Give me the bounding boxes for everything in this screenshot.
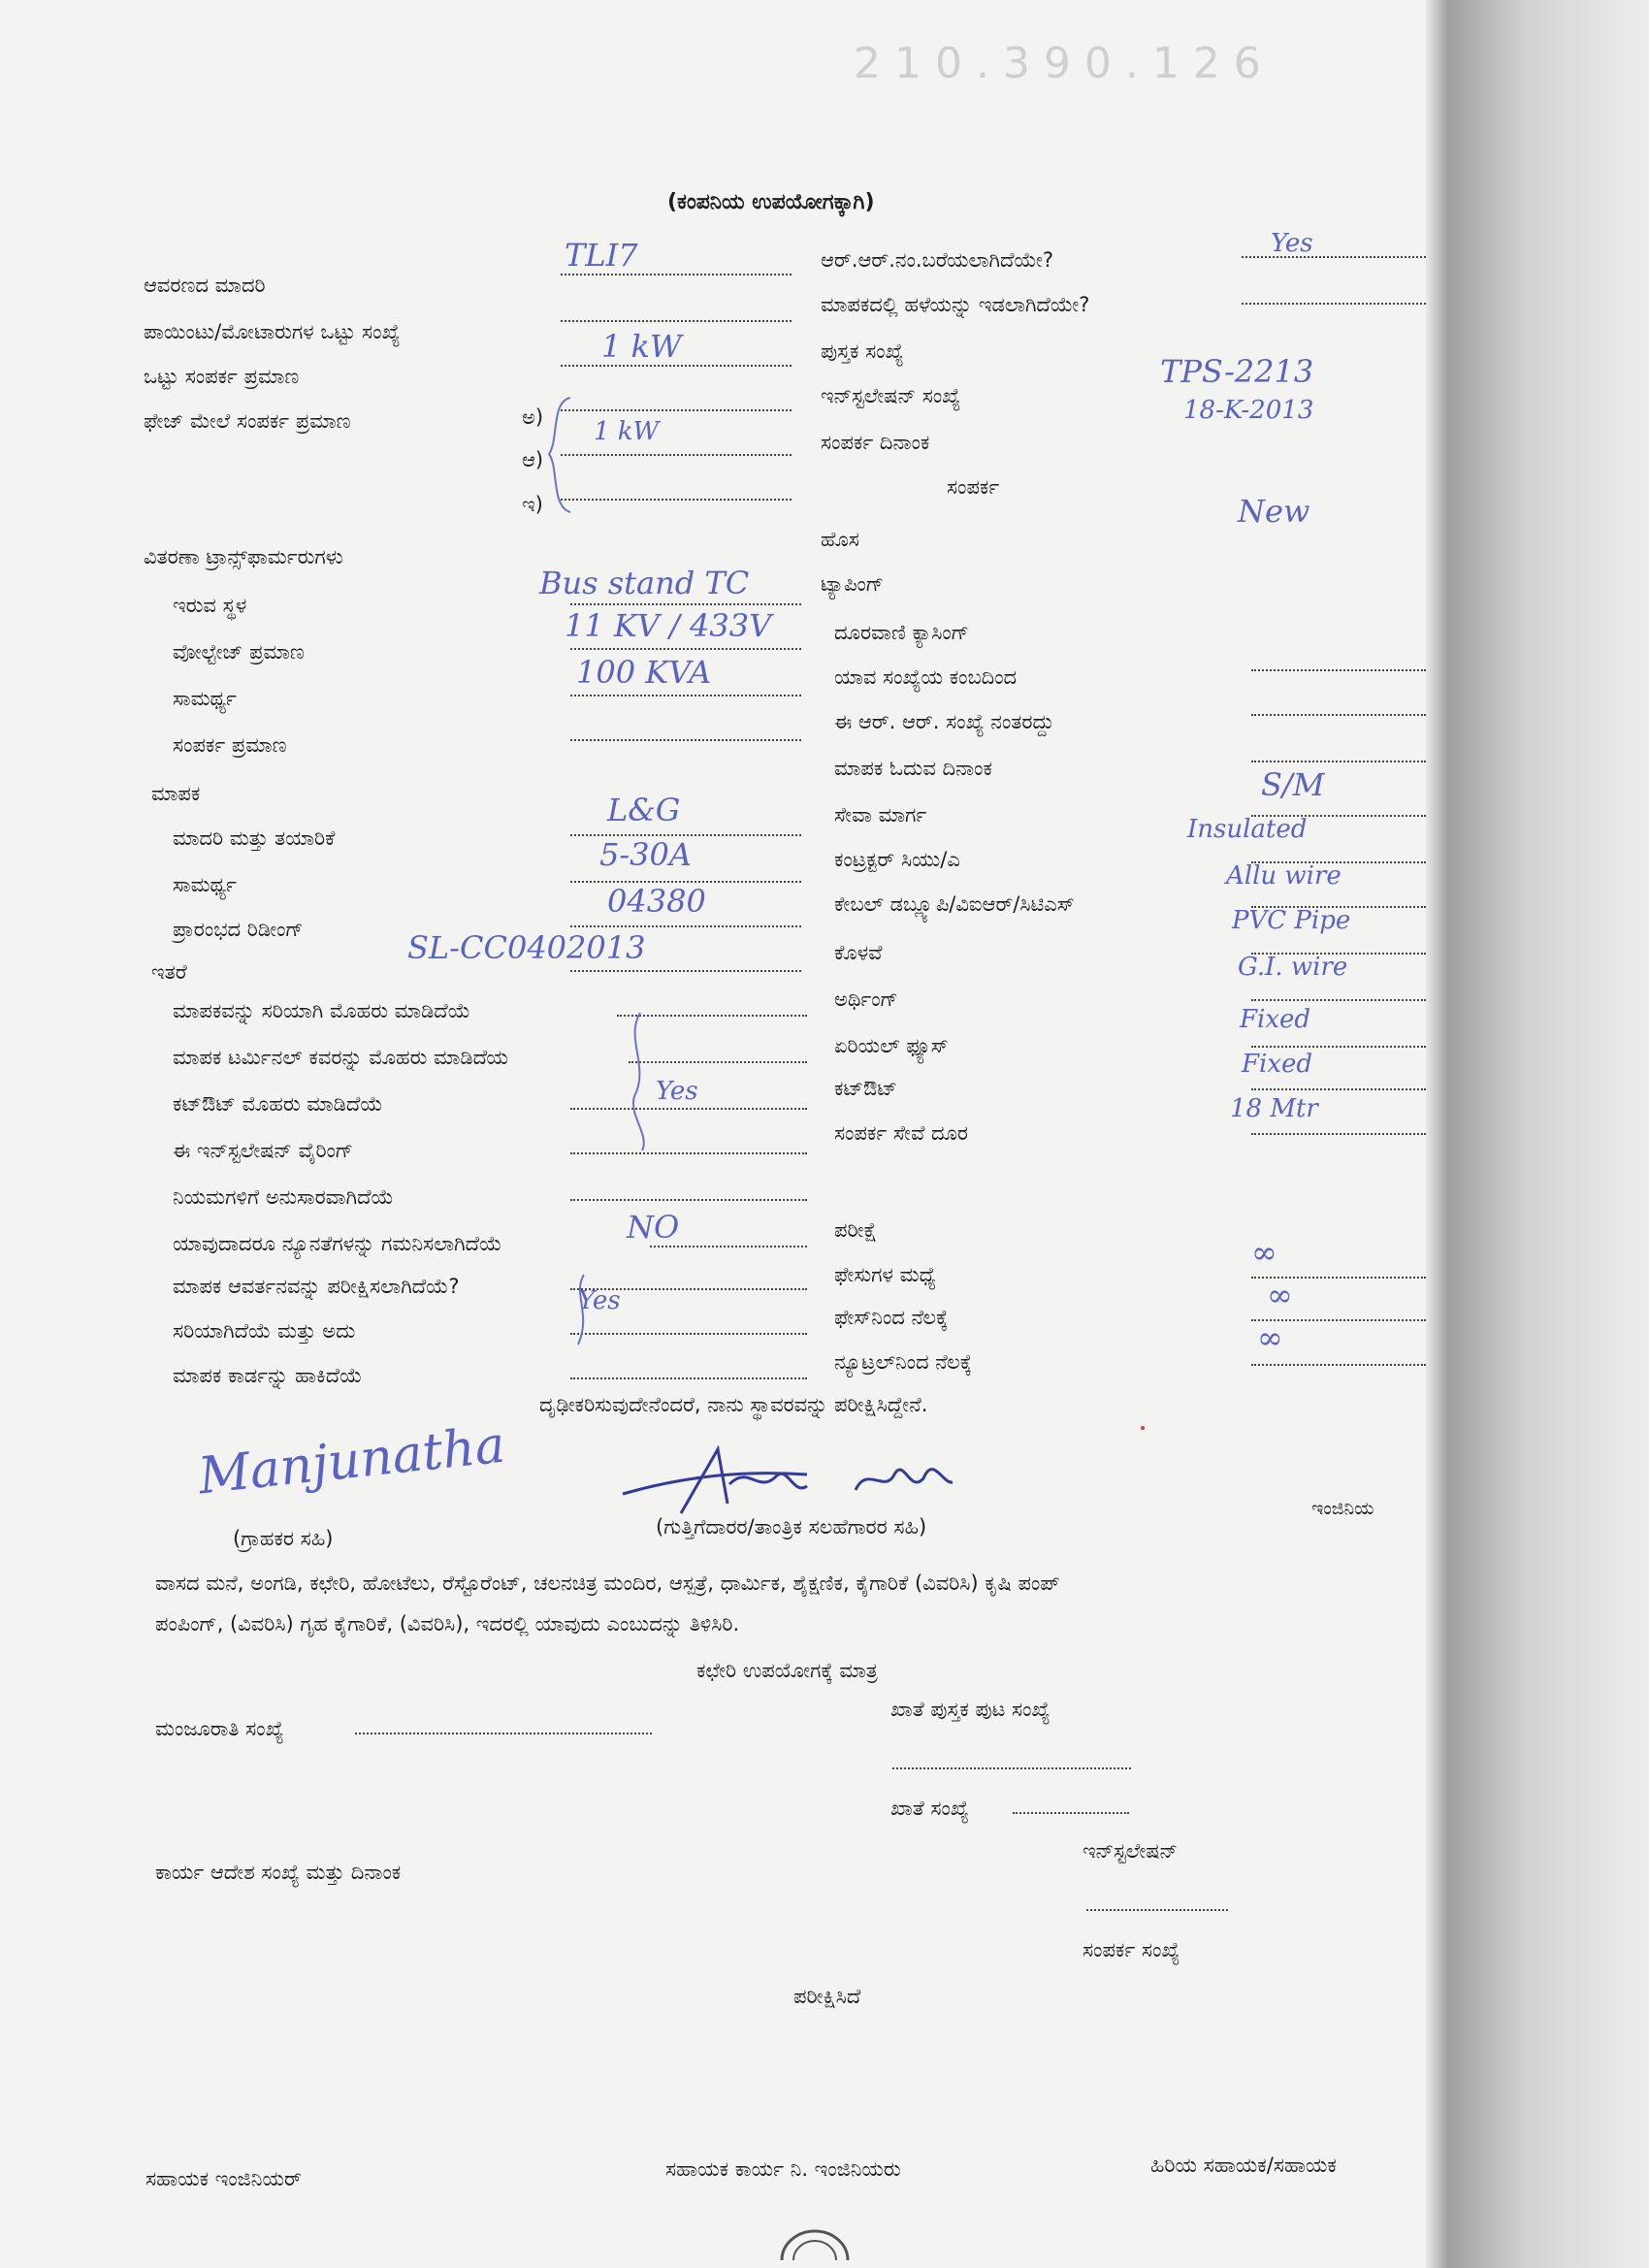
label-meter-capacity: ಸಾಮರ್ಥ್ಯ (173, 873, 237, 896)
label-pipe: ಕೊಳವೆ (834, 941, 883, 964)
handwritten-sealed-yes: Yes (656, 1077, 698, 1106)
handwritten-phase-to-earth: ∞ (1267, 1277, 1293, 1313)
field-line (570, 739, 801, 741)
label-new: ಹೊಸ (821, 528, 859, 551)
label-installation-number: ಇನ್‌ಸ್ಟಲೇಷನ್ ಸಂಖ್ಯೆ (821, 384, 961, 407)
handwritten-installation-number: TPS-2213 (1160, 353, 1314, 390)
bleed-through-mark: 2 1 0 . 3 9 0 . 1 2 6 (854, 39, 1261, 88)
declaration-text: ದೃಢೀಕರಿಸುವುದೇನೆಂದರೆ, ನಾನು ಸ್ಥಾವರವನ್ನು ಪರೀಕ್ಷಿಸಿದ್ದೇನೆ. (539, 1393, 928, 1416)
label-housing-type: ಆವರಣದ ಮಾದರಿ (144, 274, 266, 297)
label-service-route: ಸೇವಾ ಮಾರ್ಗ (834, 803, 927, 826)
label-engineer-partial: ಇಂಜಿನಿಯ (1311, 1498, 1374, 1519)
field-line (1242, 256, 1426, 258)
field-line (561, 274, 792, 275)
label-connection-no: ಸಂಪರ್ಕ ಸಂಖ್ಯೆ (1083, 1938, 1180, 1961)
label-old-meter-kept: ಮಾಪಕದಲ್ಲಿ ಹಳೆಯನ್ನು ಇಡಲಾಗಿದೆಯೇ? (821, 293, 1090, 316)
usage-line-2: ಪಂಪಿಂಗ್, (ವಿವರಿಸಿ) ಗೃಹ ಕೈಗಾರಿಕೆ, (ವಿವರಿಸಿ), ಇದರಲ್ಲಿ ಯಾವುದು ಎಂಬುದನ್ನು ತಿಳಿಸಿರಿ. (155, 1612, 740, 1636)
office-use-heading: ಕಛೇರಿ ಉಪಯೋಗಕ್ಕೆ ಮಾತ್ರ (696, 1659, 878, 1682)
handwritten-aerial-fuse: Fixed (1240, 1005, 1311, 1034)
field-line (1013, 1812, 1129, 1814)
field-line (561, 365, 792, 367)
label-after-rr: ಈ ಆರ್. ಆರ್. ಸಂಖ್ಯೆ ನಂತರದ್ದು (834, 710, 1054, 733)
handwritten-housing-type: TLI7 (565, 237, 638, 274)
label-contractor-ca: ಕಂಟ್ರಕ್ಟರ್ ಸಿಯು/ಎ (834, 848, 960, 871)
label-senior-asst: ಹಿರಿಯ ಸಹಾಯಕ/ಸಹಾಯಕ (1150, 2154, 1337, 2177)
field-line (570, 925, 801, 927)
label-service-distance: ಸಂಪರ್ಕ ಸೇವೆ ದೂರ (834, 1121, 969, 1145)
handwritten-earthing: G.I. wire (1238, 953, 1348, 982)
field-line (570, 1152, 807, 1154)
consumer-signature-label: (ಗ್ರಾಹಕರ ಸಹಿ) (233, 1527, 334, 1550)
label-ae: ಸಹಾಯಕ ಇಂಜಿನಿಯರ್ (146, 2167, 302, 2190)
label-ledger-page: ಖಾತೆ ಪುಸ್ತಕ ಪುಟ ಸಂಖ್ಯೆ (890, 1698, 1051, 1721)
handwritten-connection-date: 18-K-2013 (1183, 396, 1314, 425)
usage-line-1: ವಾಸದ ಮನೆ, ಅಂಗಡಿ, ಕಛೇರಿ, ಹೋಟೆಲು, ರೆಸ್ಟೊರೆಂಟ್, ಚಲನಚಿತ್ರ ಮಂದಿರ, ಆಸ್ಪತ್ರೆ, ಧಾರ್ಮಿಕ, ಶೈಕ್ಷಣಿಕ, ಕೈಗಾರಿಕೆ (ವಿವರಿಸಿ) ಕೃಷಿ ಪಂಪ್ (155, 1571, 1060, 1595)
label-initial-reading: ಪ್ರಾರಂಭದ ರಿಡೀಂಗ್ (173, 918, 304, 941)
field-line (561, 409, 792, 411)
label-per-rules: ನಿಯಮಗಳಿಗೆ ಅನುಸಾರವಾಗಿದೆಯೆ (173, 1185, 394, 1209)
label-test: ಪರೀಕ್ಷೆ (834, 1218, 878, 1242)
page-edge-shadow (1426, 0, 1649, 2268)
label-aerial-fuse: ಏರಿಯಲ್ ಫ್ಯೂಸ್ (834, 1034, 949, 1057)
field-line (1086, 1909, 1228, 1911)
handwritten-location: Bus stand TC (539, 565, 750, 601)
label-phase-b: ಆ) (522, 448, 544, 471)
field-line (1251, 669, 1426, 671)
label-phase-a: ಅ) (522, 405, 544, 429)
handwritten-voltage: 11 KV / 433V (565, 607, 772, 644)
label-rr-written: ಆರ್.ಆರ್.ನಂ.ಬರೆಯಲಾಗಿದೆಯೇ? (821, 248, 1053, 272)
label-work-order: ಕಾರ್ಯ ಆದೇಶ ಸಂಖ್ಯೆ ಮತ್ತು ದಿನಾಂಕ (155, 1861, 402, 1884)
label-phase-c: ಇ) (522, 493, 543, 516)
field-line (892, 1767, 1131, 1769)
label-connection-date: ಸಂಪರ್ಕ ದಿನಾಂಕ (821, 431, 930, 454)
handwritten-capacity: 100 KVA (576, 654, 712, 691)
handwritten-meter-serial: SL-CC0402013 (407, 929, 646, 966)
label-which-pole: ಯಾವ ಸಂಖ್ಯೆಯ ಕಂಬದಿಂದ (834, 665, 1018, 689)
label-meter-rotation: ಮಾಪಕ ಆವರ್ತನವನ್ನು ಪರೀಕ್ಷಿಸಲಾಗಿದೆಯೆ? (173, 1275, 460, 1298)
field-line (570, 1199, 807, 1201)
handwritten-contractor-ca: Insulated (1187, 815, 1308, 844)
label-points-motors-total: ಪಾಯಿಂಟು/ಮೋಟಾರುಗಳ ಒಟ್ಟು ಸಂಖ್ಯೆ (144, 320, 401, 343)
handwritten-initial-reading: 04380 (607, 883, 706, 920)
label-meter-reading-date: ಮಾಪಕ ಓದುವ ದಿನಾಂಕ (834, 757, 992, 780)
handwritten-connection: New (1238, 493, 1310, 530)
consumer-signature: Manjunatha (195, 1415, 508, 1507)
sealed-bracket (621, 1009, 669, 1154)
handwritten-cutout: Fixed (1242, 1050, 1313, 1079)
label-transformers: ವಿತರಣಾ ಟ್ರಾನ್ಸ್‌ಫಾರ್ಮರುಗಳು (144, 545, 343, 568)
label-connection: ಸಂಪರ್ಕ (947, 475, 1000, 499)
handwritten-phase-b: 1 kW (594, 417, 660, 446)
field-line (570, 970, 801, 972)
field-line (570, 1108, 807, 1110)
label-telephone-casing: ದೂರವಾಣಿ ಕ್ಯಾಸಿಂಗ್ (834, 621, 969, 644)
handwritten-rotation-yes: Yes (578, 1286, 621, 1315)
label-meter: ಮಾಪಕ (151, 782, 201, 805)
label-location: ಇರುವ ಸ್ಥಳ (173, 594, 247, 617)
label-others: ಇತರೆ (151, 960, 187, 984)
label-make-model: ಮಾದರಿ ಮತ್ತು ತಯಾರಿಕೆ (173, 826, 336, 850)
emblem-icon (776, 2221, 854, 2260)
label-between-phases: ಫೇಸುಗಳ ಮಧ್ಯೆ (834, 1263, 936, 1286)
handwritten-meter-make: L&G (607, 792, 681, 828)
field-line (1251, 1133, 1426, 1135)
field-line (561, 320, 792, 322)
label-meter-sealed: ಮಾಪಕವನ್ನು ಸರಿಯಾಗಿ ಮೊಹರು ಮಾಡಿದೆಯೆ (173, 999, 471, 1022)
field-line (561, 499, 792, 501)
handwritten-neutral-to-earth: ∞ (1257, 1319, 1283, 1356)
label-aee: ಸಹಾಯಕ ಕಾರ್ಯ ನಿ. ಇಂಜಿನಿಯರು (665, 2157, 901, 2181)
field-line (1251, 761, 1426, 762)
handwritten-service-route: S/M (1261, 766, 1325, 803)
field-line (570, 603, 801, 605)
label-defects-noticed: ಯಾವುದಾದರೂ ನ್ಯೂನತೆಗಳನ್ನು ಗಮನಿಸಲಾಗಿದೆಯೆ (173, 1232, 502, 1255)
rotation-bracket (566, 1271, 605, 1348)
handwritten-pipe: PVC Pipe (1232, 906, 1351, 935)
field-line (570, 1333, 807, 1335)
label-checked: ಪರೀಕ್ಷಿಸಿದೆ (793, 1985, 861, 2008)
handwritten-service-distance: 18 Mtr (1230, 1094, 1318, 1123)
handwritten-meter-capacity: 5-30A (599, 836, 692, 873)
field-line (1251, 1088, 1426, 1090)
label-neutral-to-earth: ನ್ಯೂಟ್ರಲ್‌ನಿಂದ ನೆಲಕ್ಕೆ (834, 1350, 972, 1374)
field-line (1251, 999, 1426, 1001)
handwritten-cable: Allu wire (1226, 861, 1342, 891)
phase-bracket (541, 392, 580, 518)
label-installation-wiring: ಈ ಇನ್‌ಸ್ಟಲೇಷನ್ ವೈರಿಂಗ್ (173, 1139, 354, 1162)
label-voltage: ವೋಲ್ಟೇಜ್ ಪ್ರಮಾಣ (173, 640, 305, 664)
handwritten-total-load: 1 kW (601, 328, 682, 365)
label-meter-card: ಮಾಪಕ ಕಾರ್ಡನ್ನು ಹಾಕಿದೆಯೆ (173, 1364, 363, 1387)
label-account-no: ಖಾತೆ ಸಂಖ್ಯೆ (890, 1797, 969, 1820)
field-line (570, 695, 801, 697)
label-sanction-no: ಮಂಜೂರಾತಿ ಸಂಖ್ಯೆ (155, 1717, 284, 1740)
label-correct-and: ಸರಿಯಾಗಿದೆಯೆ ಮತ್ತು ಅದು (173, 1319, 356, 1343)
field-line (355, 1733, 652, 1734)
ink-speck (1141, 1426, 1145, 1430)
field-line (561, 454, 792, 456)
label-terminal-cover-sealed: ಮಾಪಕ ಟರ್ಮಿನಲ್ ಕವರನ್ನು ಮೊಹರು ಮಾಡಿದೆಯ (173, 1046, 508, 1069)
label-tapping: ಟ್ಯಾಪಿಂಗ್ (821, 572, 884, 596)
handwritten-defects: NO (627, 1209, 680, 1246)
label-earthing: ಅರ್ಥಿಂಗ್ (834, 988, 898, 1011)
label-load-per-phase: ಫೇಜ್ ಮೇಲೆ ಸಂಪರ್ಕ ಪ್ರಮಾಣ (144, 409, 351, 433)
field-line (1251, 1046, 1426, 1048)
form-heading: (ಕಂಪನಿಯ ಉಪಯೋಗಕ್ಕಾಗಿ) (667, 190, 875, 214)
label-capacity: ಸಾಮರ್ಥ್ಯ (173, 687, 237, 710)
field-line (570, 1377, 807, 1379)
handwritten-rr-written: Yes (1271, 229, 1313, 258)
handwritten-between-phases: ∞ (1251, 1234, 1277, 1271)
label-installation: ಇನ್‌ಸ್ಟಲೇಷನ್ (1083, 1839, 1179, 1863)
contractor-signature-label: (ಗುತ್ತಿಗೆದಾರರ/ತಾಂತ್ರಿಕ ಸಲಹೆಗಾರರ ಸಹಿ) (656, 1515, 927, 1539)
field-line (650, 1246, 807, 1247)
label-connected-load: ಸಂಪರ್ಕ ಪ್ರಮಾಣ (173, 733, 287, 757)
field-line (1251, 714, 1426, 716)
label-cable: ಕೇಬಲ್ ಡಬ್ಲ್ಯೂಪಿ/ವಿಐಆರ್/ಸಿಟಿಎಸ್ (834, 892, 1075, 916)
label-book-number: ಪುಸ್ತಕ ಸಂಖ್ಯೆ (821, 340, 904, 363)
field-line (1242, 303, 1426, 305)
field-line (570, 648, 801, 650)
label-phase-to-earth: ಫೇಸ್‌ನಿಂದ ನೆಲಕ್ಕೆ (834, 1306, 949, 1329)
label-cutout: ಕಟ್‌ಔಟ್ (834, 1077, 897, 1100)
field-line (1251, 1364, 1426, 1366)
label-cutout-sealed: ಕಟ್‌ಔಟ್ ಮೊಹರು ಮಾಡಿದೆಯೆ (173, 1092, 383, 1116)
label-total-connected-load: ಒಟ್ಟು ಸಂಪರ್ಕ ಪ್ರಮಾಣ (144, 365, 300, 388)
